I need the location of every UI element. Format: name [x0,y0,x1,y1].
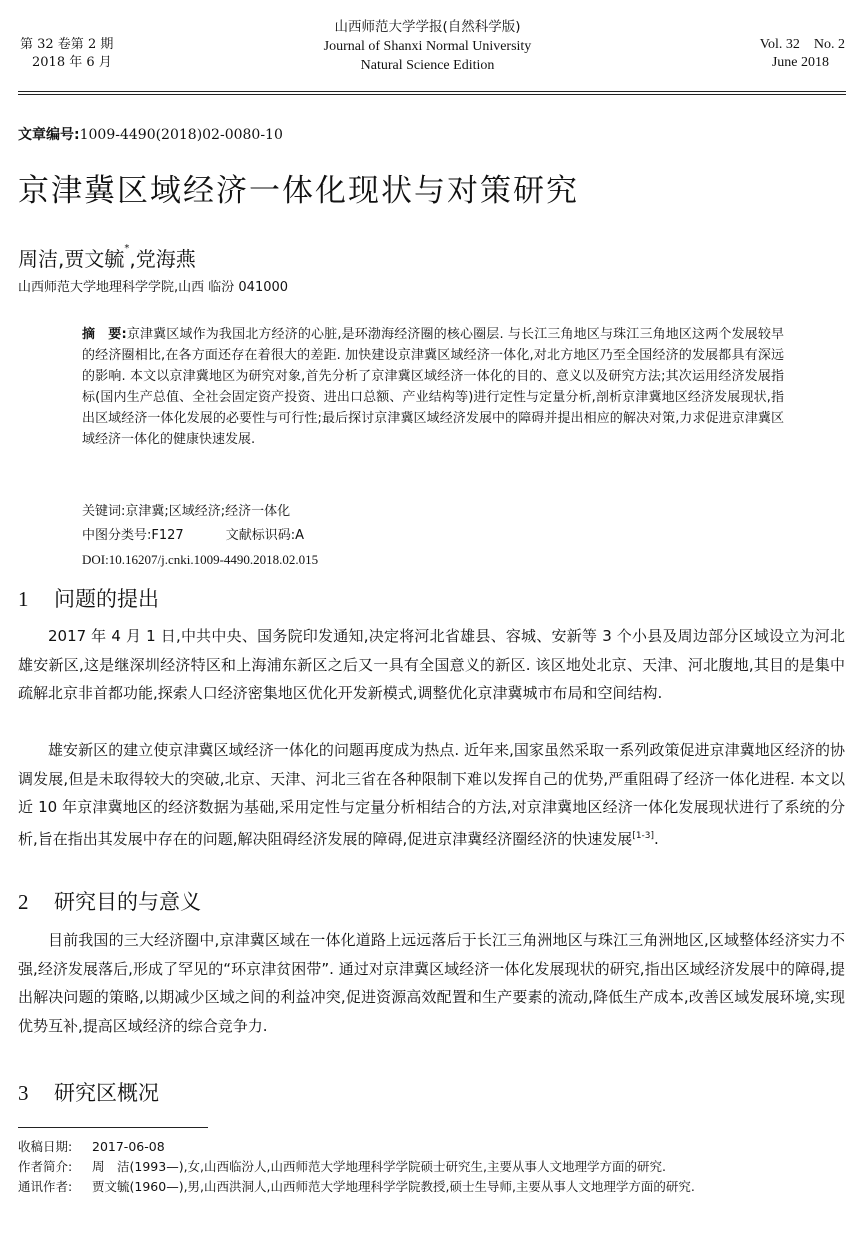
section-heading [18,886,201,916]
keywords-label: 关键词: [82,504,126,519]
keywords-value: 京津冀;区域经济;经济一体化 [125,504,291,519]
volume-issue-cn: 第 32 卷第 2 期 [20,37,114,52]
volume-issue-en: Vol. 32 No. 2 [759,37,845,52]
footnote-label: 收稿日期: [18,1139,73,1154]
date-en: June 2018 [771,55,829,70]
journal-name-en: Journal of Shanxi Normal University [323,39,532,54]
doc-code-value: A [295,528,304,543]
article-number [18,124,283,144]
section-number: 3 [18,1081,29,1105]
authors-rest: ,党海燕 [129,247,196,271]
journal-header [0,18,855,75]
footnote-label: 通讯作者: [18,1179,73,1194]
footnote-text: 周 洁(1993—),女,山西临汾人,山西师范大学地理科学学院硕士研究生,主要从事人文地理学方面的研究. [92,1159,666,1174]
article-number-value: 1009-4490(2018)02-0080-10 [79,127,283,143]
abstract-text: 京津冀区域作为我国北方经济的心脏,是环渤海经济圈的核心圈层. 与长江三角地区与珠江三角地区这两个发展较早的经济圈相比,在各方面还存在着很大的差距. 加快建设京津冀区域经济一体化,对北方地区乃至全国经济的发展都具有深远的影响. 本文以京津冀地区为研究对象,首先分析了京津冀区域经济一体化的目的、意义以及研究方法;其次运用经济发展指标(国内生产总值、全社会固定资产投资、进出口总额、产业结构等)进行定性与定量分析,剖析京津冀地区经济发展现状,指出区域经济一体化发展的必要性与可行性;最后探讨京津冀区域经济发展中的障碍并提出相应的解决对策,力求促进京津冀区域经济一体化的健康快速发展. [82,327,784,447]
abstract-label: 摘 要: [82,327,127,342]
section-title: 问题的提出 [54,587,159,611]
footnote-label: 作者简介: [18,1159,73,1174]
footnote-text: 贾文毓(1960—),男,山西洪洞人,山西师范大学地理科学学院教授,硕士生导师,主要从事人文地理学方面的研究. [92,1179,695,1194]
section-heading [18,1077,159,1107]
doi: DOI:10.16207/j.cnki.1009-4490.2018.02.015 [82,552,319,567]
article-number-label: 文章编号: [18,127,80,143]
clc-value: F127 [151,528,184,543]
footnote-received [18,1137,848,1156]
abstract [82,324,784,450]
paragraph-text: 雄安新区的建立使京津冀区域经济一体化的问题再度成为热点. 近年来,国家虽然采取一系列政策促进京津冀地区经济的协调发展,但是未取得较大的突破,北京、天津、河北三省在各种限制下难以发挥自己的优势,严重阻碍了经济一体化进程. 本文以近 10 年京津冀地区的经济数据为基础,采用定性与定量分析相结合的方法,对京津冀地区经济一体化发展现状进行了系统的分析,旨在指出其发展中存在的问题,解决阻碍经济发展的障碍,促进京津冀经济圈经济的快速发展 [18,741,845,848]
header-rule [18,91,846,92]
corresponding-mark: * [124,243,130,254]
paragraph: 目前我国的三大经济圈中,京津冀区域在一体化道路上远远落后于长江三角洲地区与珠江三角洲地区,区域整体经济实力不强,经济发展落后,形成了罕见的“环京津贫困带”. 通过对京津冀区域经济一体化发展现状的研究,指出区域经济发展中的障碍,提出解决问题的策略,以期减少区域之间的利益冲突,促进资源高效配置和生产要素的流动,降低生产成本,改善区域发展环境,实现优势互补,提高区域经济的综合竞争力. [18,931,845,1035]
footnote-corresponding [18,1177,848,1196]
section-number: 1 [18,587,29,611]
journal-edition-en: Natural Science Edition [360,58,495,73]
section-title: 研究目的与意义 [54,890,201,914]
footnote-rule [18,1127,208,1128]
section-title: 研究区概况 [54,1081,159,1105]
clc-label: 中图分类号: [82,528,152,543]
paragraph: 2017 年 4 月 1 日,中共中央、国务院印发通知,决定将河北省雄县、容城、安新等 3 个小县及周边部分区域设立为河北雄安新区,这是继深圳经济特区和上海浦东新区之后又一具有全国意义的新区. 该区地处北京、天津、河北腹地,其目的是集中疏解北京非首都功能,探索人口经济密集地区优化开发新模式,调整优化京津冀城市布局和空间结构. [18,627,845,702]
section-heading [18,583,159,613]
doc-code-label: 文献标识码: [225,528,296,543]
date-cn: 2018 年 6 月 [32,55,112,70]
journal-name-cn: 山西师范大学学报(自然科学版) [334,19,521,35]
author-list [18,243,196,272]
running-header-right [760,36,845,72]
header-rule-2 [18,94,846,95]
footnote-text: 2017-06-08 [92,1139,165,1154]
paragraph-end: . [654,829,659,848]
footnote-author-bio [18,1157,848,1176]
section-number: 2 [18,890,29,914]
paper-title: 京津冀区域经济一体化现状与对策研究 [18,173,579,209]
paragraph [18,736,845,853]
citation: [1-3] [632,830,655,841]
keywords [82,500,290,519]
classification [82,524,304,543]
authors-first: 周洁,贾文毓 [18,247,125,271]
affiliation: 山西师范大学地理科学学院,山西 临汾 041000 [18,280,289,295]
